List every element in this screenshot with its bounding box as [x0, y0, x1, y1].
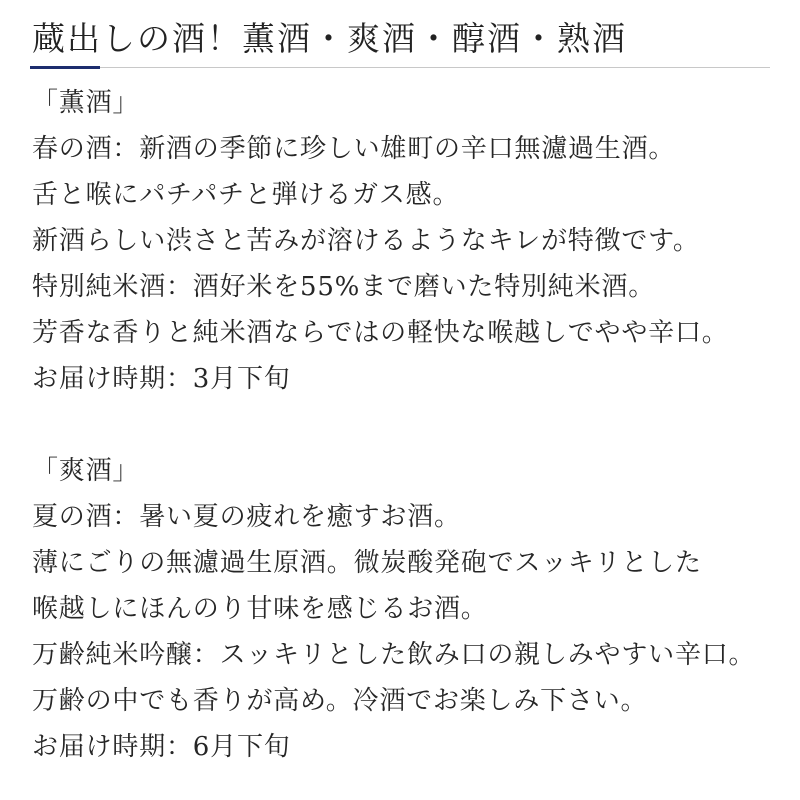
section-spacer: [32, 402, 782, 448]
section-soushu: [32, 448, 782, 770]
description-line: 薄にごりの無濾過生原酒。微炭酸発砲でスッキリとした: [32, 548, 702, 578]
description-line: 万齢純米吟醸：スッキリとした飲み口の親しみやすい辛口。: [32, 640, 756, 670]
description-line: 特別純米酒：酒好米を55%まで磨いた特別純米酒。: [32, 272, 655, 302]
description-line: 春の酒：新酒の季節に珍しい雄町の辛口無濾過生酒。: [32, 134, 676, 164]
description-line: 新酒らしい渋さと苦みが溶けるようなキレが特徴です。: [32, 226, 700, 256]
title-underline: [30, 67, 770, 68]
description-line: 喉越しにほんのり甘味を感じるお酒。: [32, 594, 488, 624]
delivery-period: お届け時期：6月下旬: [32, 732, 291, 762]
description-line: 舌と喉にパチパチと弾けるガス感。: [32, 180, 460, 210]
description-line: 万齢の中でも香りが高め。冷酒でお楽しみ下さい。: [32, 686, 648, 716]
description-body: [32, 80, 782, 770]
delivery-period: お届け時期：3月下旬: [32, 364, 291, 394]
description-line: 夏の酒：暑い夏の疲れを癒すお酒。: [32, 502, 461, 532]
section-kunshu: [32, 80, 782, 402]
title-underline-accent: [30, 66, 100, 69]
section-heading: 「薫酒」: [32, 88, 140, 118]
page-title: 蔵出しの酒！薫酒・爽酒・醇酒・熟酒: [32, 19, 627, 58]
description-line: 芳香な香りと純米酒ならではの軽快な喉越しでやや辛口。: [32, 318, 729, 348]
section-heading: 「爽酒」: [32, 456, 140, 486]
